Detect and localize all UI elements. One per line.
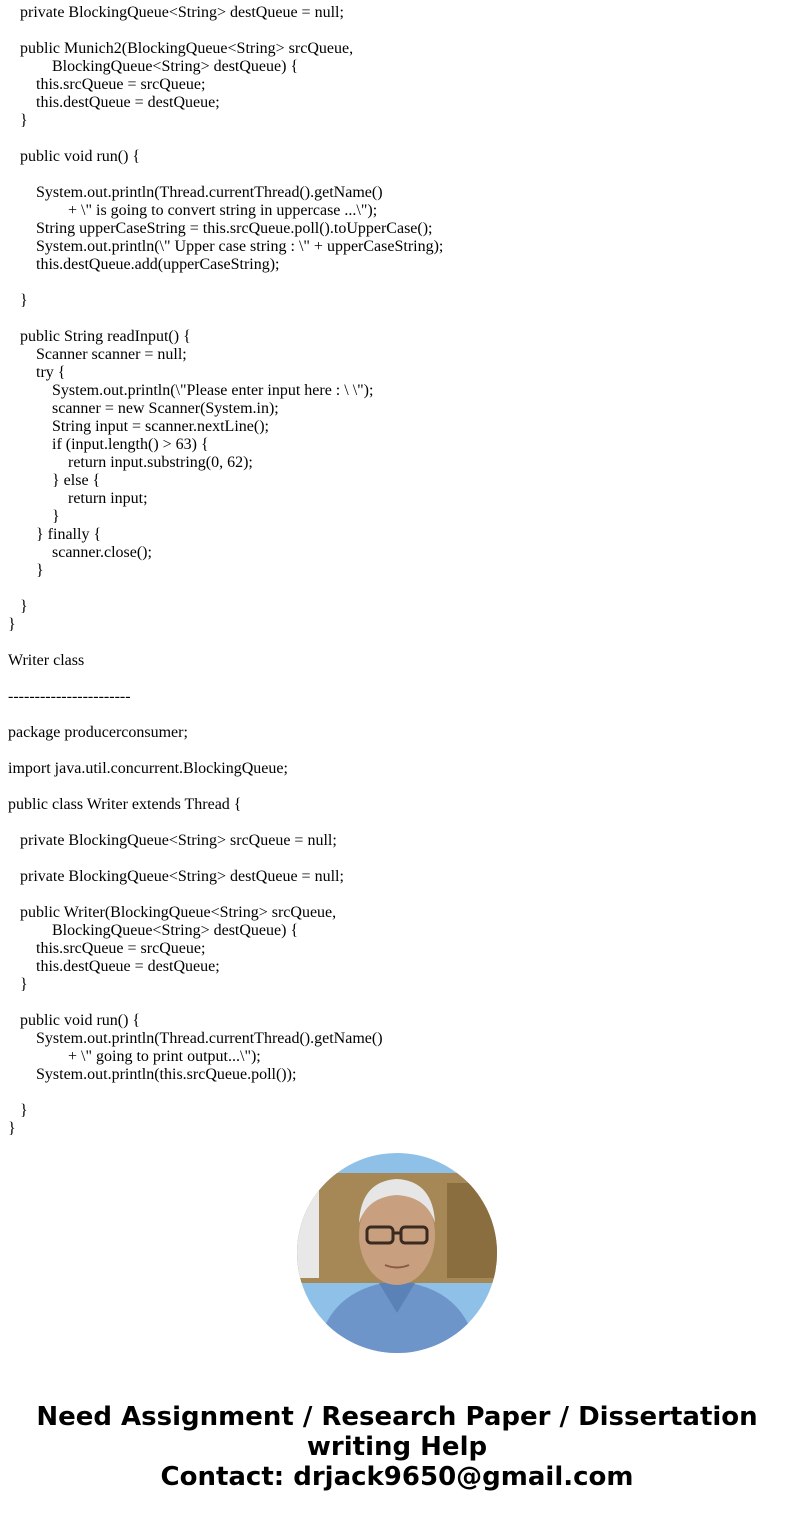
code-line bbox=[8, 310, 443, 328]
code-line: } bbox=[8, 616, 16, 633]
code-line: } finally { bbox=[8, 526, 102, 543]
code-line: public Munich2(BlockingQueue<String> srcQueue, bbox=[8, 40, 354, 57]
code-line: public void run() { bbox=[8, 1012, 141, 1029]
avatar bbox=[297, 1153, 497, 1353]
code-line: scanner = new Scanner(System.in); bbox=[8, 400, 279, 417]
code-line: if (input.length() > 63) { bbox=[8, 436, 209, 453]
code-line: this.srcQueue = srcQueue; bbox=[8, 940, 206, 957]
code-listing bbox=[8, 4, 443, 1138]
code-line: } bbox=[8, 112, 28, 129]
code-line: } bbox=[8, 508, 60, 525]
code-line: public void run() { bbox=[8, 148, 141, 165]
code-line: } bbox=[8, 292, 28, 309]
footer-contact bbox=[0, 1402, 794, 1492]
code-line: this.destQueue.add(upperCaseString); bbox=[8, 256, 280, 273]
code-line: String upperCaseString = this.srcQueue.poll().toUpperCase(); bbox=[8, 220, 433, 237]
code-line: System.out.println(Thread.currentThread().getName() bbox=[8, 1030, 383, 1047]
code-line: + \" is going to convert string in uppercase ...\"); bbox=[8, 202, 378, 219]
code-line bbox=[8, 580, 443, 598]
code-line: private BlockingQueue<String> srcQueue = null; bbox=[8, 832, 337, 849]
code-line bbox=[8, 22, 443, 40]
code-line: return input.substring(0, 62); bbox=[8, 454, 253, 471]
code-line: System.out.println(\" Upper case string : \" + upperCaseString); bbox=[8, 238, 444, 255]
code-line: ----------------------- bbox=[8, 688, 131, 705]
code-line: } bbox=[8, 976, 28, 993]
code-line: scanner.close(); bbox=[8, 544, 152, 561]
code-line: System.out.println(Thread.currentThread().getName() bbox=[8, 184, 383, 201]
code-line: this.destQueue = destQueue; bbox=[8, 958, 220, 975]
code-line bbox=[8, 814, 443, 832]
code-line: } bbox=[8, 1120, 16, 1137]
avatar-carving bbox=[447, 1183, 497, 1278]
code-line: } bbox=[8, 1102, 28, 1119]
code-line: } else { bbox=[8, 472, 101, 489]
code-line bbox=[8, 1084, 443, 1102]
code-line: public String readInput() { bbox=[8, 328, 191, 345]
code-line: String input = scanner.nextLine(); bbox=[8, 418, 269, 435]
code-line bbox=[8, 130, 443, 148]
code-line: } bbox=[8, 562, 44, 579]
code-line: try { bbox=[8, 364, 66, 381]
code-line: public Writer(BlockingQueue<String> srcQueue, bbox=[8, 904, 337, 921]
code-line: BlockingQueue<String> destQueue) { bbox=[8, 922, 299, 939]
code-line: System.out.println(this.srcQueue.poll()); bbox=[8, 1066, 297, 1083]
code-line bbox=[8, 886, 443, 904]
code-line: public class Writer extends Thread { bbox=[8, 796, 242, 813]
code-line: BlockingQueue<String> destQueue) { bbox=[8, 58, 299, 75]
code-line: private BlockingQueue<String> destQueue = null; bbox=[8, 4, 344, 21]
footer-line-2: writing Help bbox=[306, 1432, 488, 1462]
code-line bbox=[8, 742, 443, 760]
code-line bbox=[8, 670, 443, 688]
code-line bbox=[8, 634, 443, 652]
code-line: Scanner scanner = null; bbox=[8, 346, 187, 363]
code-line: this.srcQueue = srcQueue; bbox=[8, 76, 206, 93]
code-line bbox=[8, 850, 443, 868]
code-line: private BlockingQueue<String> destQueue = null; bbox=[8, 868, 344, 885]
code-line bbox=[8, 994, 443, 1012]
code-line: package producerconsumer; bbox=[8, 724, 188, 741]
code-line: import java.util.concurrent.BlockingQueue; bbox=[8, 760, 288, 777]
footer-line-1: Need Assignment / Research Paper / Dissertation bbox=[36, 1402, 758, 1432]
code-line: } bbox=[8, 598, 28, 615]
code-line bbox=[8, 778, 443, 796]
avatar-portrait bbox=[297, 1153, 497, 1353]
footer-line-3: Contact: drjack9650@gmail.com bbox=[160, 1462, 634, 1492]
avatar-switchboard bbox=[297, 1178, 319, 1278]
code-line: + \" going to print output...\"); bbox=[8, 1048, 261, 1065]
code-line bbox=[8, 274, 443, 292]
code-line: this.destQueue = destQueue; bbox=[8, 94, 220, 111]
code-line: System.out.println(\"Please enter input here : \ \"); bbox=[8, 382, 374, 399]
code-line: return input; bbox=[8, 490, 148, 507]
code-line bbox=[8, 706, 443, 724]
code-line bbox=[8, 166, 443, 184]
code-line: Writer class bbox=[8, 652, 85, 669]
